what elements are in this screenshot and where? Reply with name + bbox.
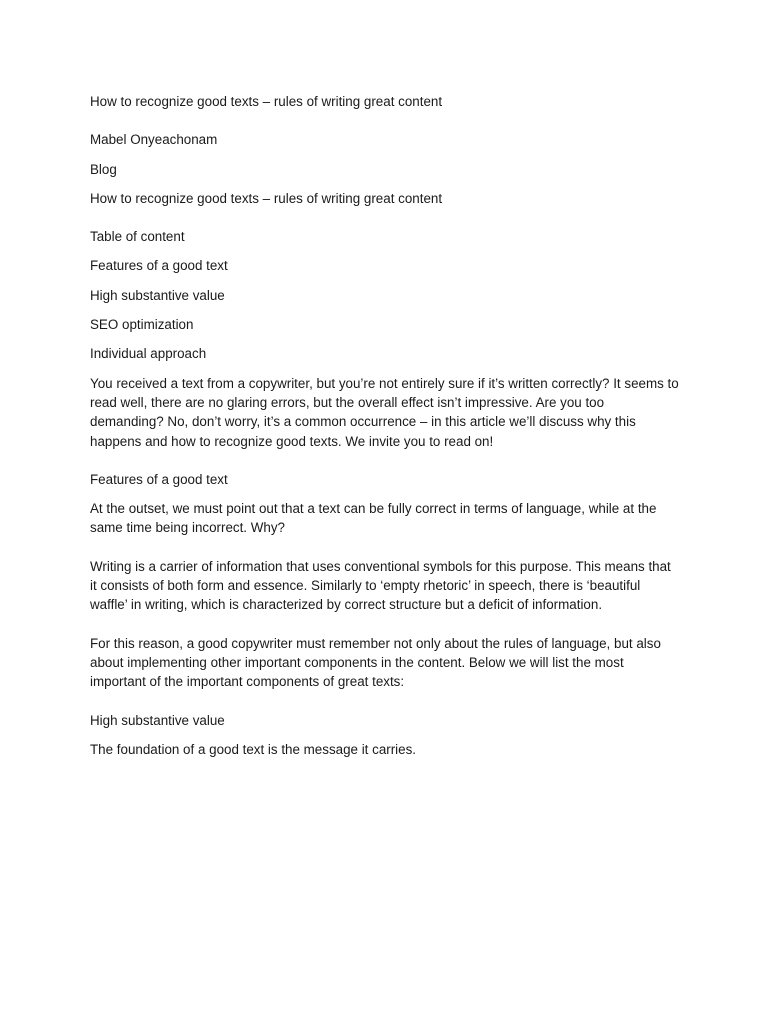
category-label: Blog xyxy=(90,161,117,177)
intro-paragraph: You received a text from a copywriter, but you’re not entirely sure if it’s written correctly? It seems to read well, there are no glaring errors, but the overall effect isn’t impressive. Are you too demanding? No, don’t worry, it’s a common occurrence – in this article we’ll discuss why this happens and how to recognize good texts. We invite you to read on! xyxy=(90,375,679,449)
features-paragraph-3: For this reason, a good copywriter must remember not only about the rules of language, but also about implementing other important components in the content. Below we will list the most important of the important components of great texts: xyxy=(90,635,661,690)
toc-heading: Table of content xyxy=(90,229,185,245)
document-title: How to recognize good texts – rules of writing great content xyxy=(90,94,443,109)
section-heading-value: High substantive value xyxy=(90,712,225,728)
document-body xyxy=(90,92,680,769)
author-name: Mabel Onyeachonam xyxy=(90,132,218,148)
toc-item-seo: SEO optimization xyxy=(90,317,194,333)
section-heading-features: Features of a good text xyxy=(90,471,228,487)
toc-item-value: High substantive value xyxy=(90,287,225,303)
article-title: How to recognize good texts – rules of writing great content xyxy=(90,190,443,206)
toc-item-approach: Individual approach xyxy=(90,346,207,362)
features-paragraph-2: Writing is a carrier of information that uses conventional symbols for this purpose. This means that it consists of both form and essence. Similarly to ‘empty rhetoric’ in speech, there is ‘beautiful waffle’ in writing, which is characterized by correct structure but a deficit of information. xyxy=(90,558,671,613)
value-paragraph-1: The foundation of a good text is the message it carries. xyxy=(90,741,417,757)
features-paragraph-1: At the outset, we must point out that a text can be fully correct in terms of language, while at the same time being incorrect. Why? xyxy=(90,501,657,536)
toc-item-features: Features of a good text xyxy=(90,258,228,274)
